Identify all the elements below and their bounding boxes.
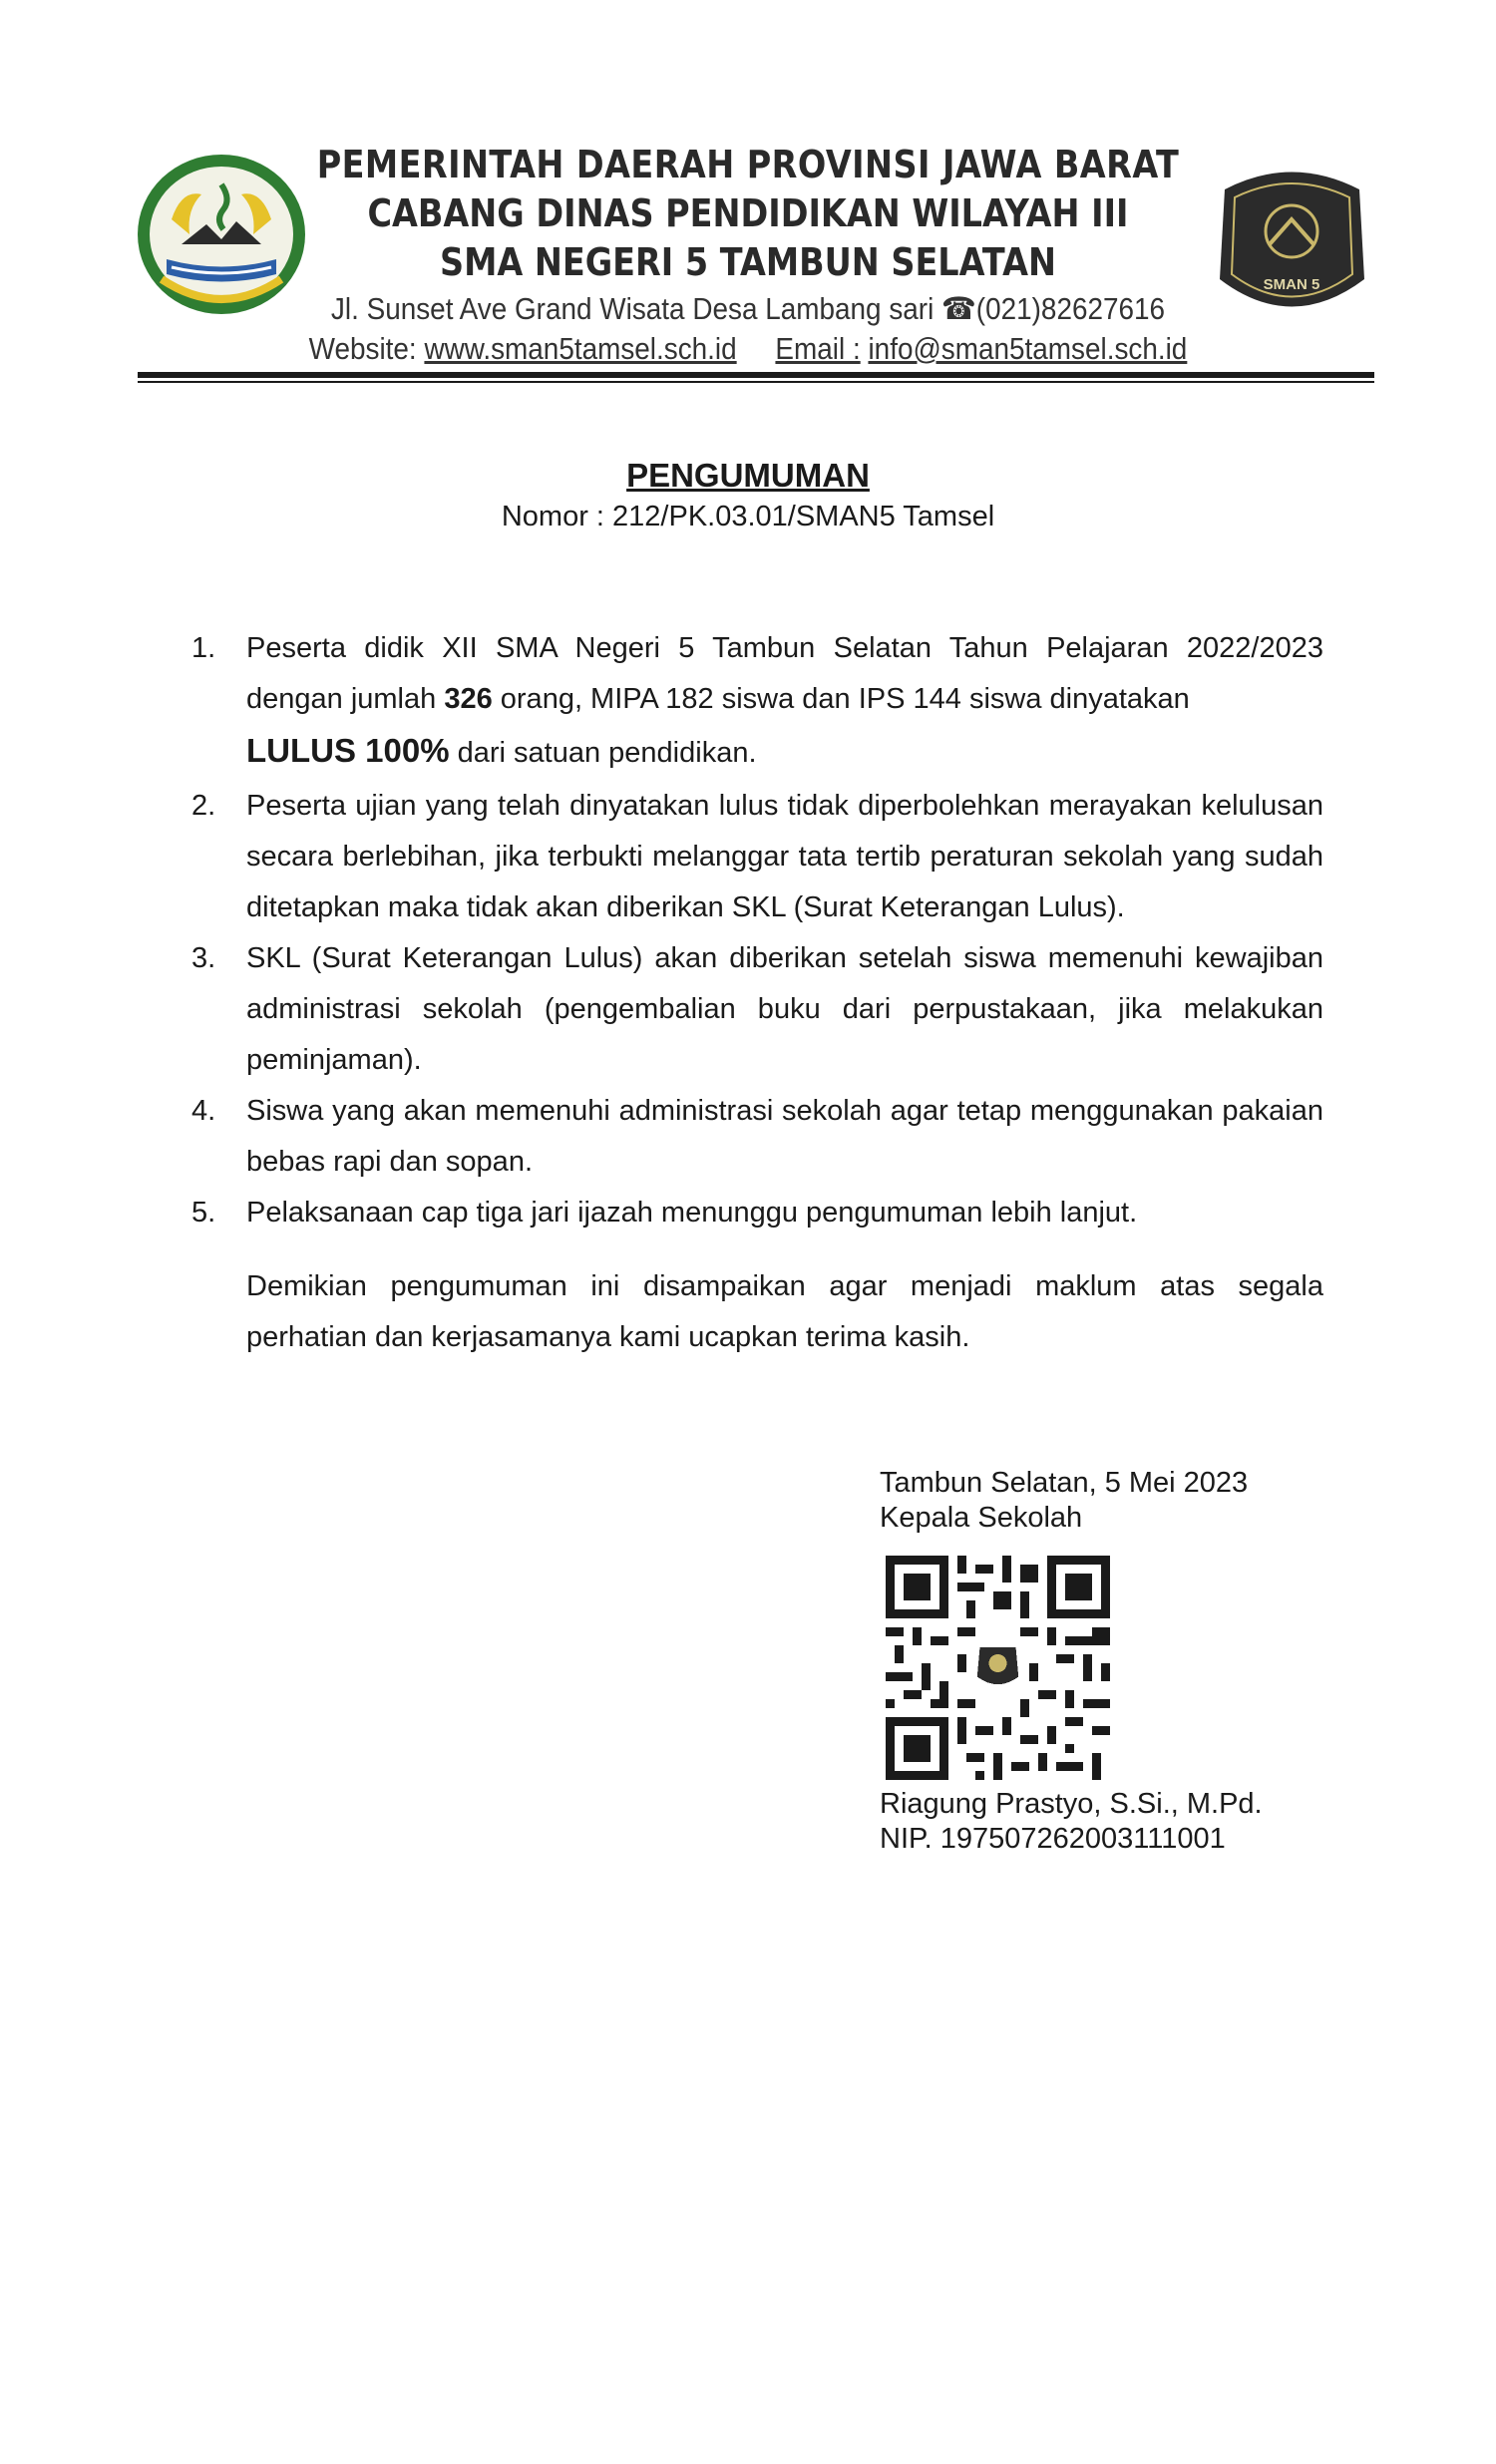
item-number: 5. [191,1197,216,1229]
announcement-title: PENGUMUMAN [626,457,870,494]
list-item: 2. Peserta ujian yang telah dinyatakan lulus tidak diperbolehkan merayakan kelulusan secara berlebihan, jika terbukti melanggar tata tertib peraturan sekolah yang sudah ditetapkan maka tidak akan diberikan SKL (Surat Keterangan Lulus). [191,781,1323,933]
list-item: 5. Pelaksanaan cap tiga jari ijazah menunggu pengumuman lebih lanjut. [191,1188,1323,1238]
item-number: 2. [191,790,216,822]
item-number: 4. [191,1095,216,1127]
website-link[interactable]: www.sman5tamsel.sch.id [424,331,737,366]
header-rule-thick [138,372,1374,378]
signer-position: Kepala Sekolah [880,1502,1083,1534]
announcement-list [191,623,1323,1238]
item-number: 1. [191,632,216,664]
closing-paragraph: Demikian pengumuman ini disampaikan agar menjadi maklum atas segala perhatian dan kerjasamanya kami ucapkan terima kasih. [246,1270,1323,1353]
svg-text:SMAN 5: SMAN 5 [1263,276,1320,293]
letter-number: Nomor : 212/PK.03.01/SMAN5 Tamsel [501,501,995,532]
signature-header [880,1466,1248,1536]
list-item: 1. Peserta didik XII SMA Negeri 5 Tambun Selatan Tahun Pelajaran 2022/2023 dengan jumlah 326 orang, MIPA 182 siswa dan IPS 144 siswa dinyatakan LULUS 100% dari satuan pendidikan. [191,623,1323,779]
school-name: SMA NEGERI 5 TAMBUN SELATAN [439,240,1056,284]
place-date: Tambun Selatan, 5 Mei 2023 [880,1467,1249,1499]
list-item: 3. SKL (Surat Keterangan Lulus) akan diberikan setelah siswa memenuhi kewajiban administrasi sekolah (pengembalian buku dari perpustakaan, jika melakukan peminjaman). [191,933,1323,1086]
letterhead [0,0,1496,399]
signer-block [880,1787,1263,1857]
list-item: 4. Siswa yang akan memenuhi administrasi sekolah agar tetap menggunakan pakaian bebas rapi dan sopan. [191,1086,1323,1188]
government-name: PEMERINTAH DAERAH PROVINSI JAWA BARAT [316,143,1180,186]
agency-name: CABANG DINAS PENDIDIKAN WILAYAH III [367,191,1129,235]
school-logo-icon [1205,160,1379,329]
email-link[interactable]: info@sman5tamsel.sch.id [868,331,1188,366]
item-number: 3. [191,942,216,974]
signer-name: Riagung Prastyo, S.Si., M.Pd. [880,1788,1263,1820]
pass-rate: LULUS 100% [246,732,450,769]
school-contact: Website: www.sman5tamsel.sch.id Email : info@sman5tamsel.sch.id [308,331,1188,366]
signature-qr-code-icon [886,1556,1110,1780]
header-rule-thin [138,381,1374,383]
student-count: 326 [444,683,493,715]
signer-nip: NIP. 197507262003111001 [880,1823,1226,1855]
school-address: Jl. Sunset Ave Grand Wisata Desa Lambang sari ☎(021)82627616 [330,291,1166,326]
